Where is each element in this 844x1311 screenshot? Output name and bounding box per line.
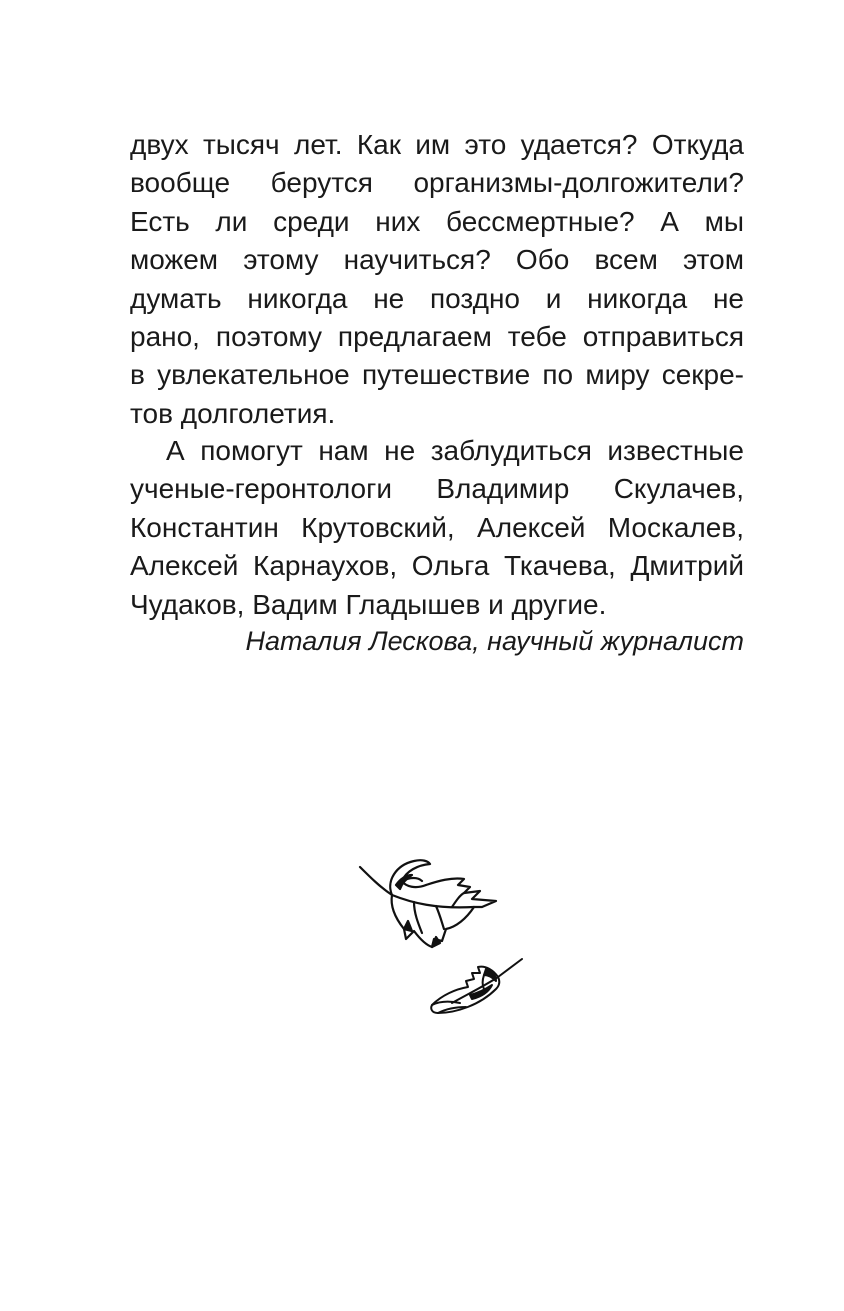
text-line: ученые-геронтологи Владимир Скулачев, xyxy=(130,473,744,505)
text-line: Чудаков, Вадим Гладышев и другие. xyxy=(130,588,607,620)
text-line: Константин Крутовский, Алексей Москалев, xyxy=(130,511,744,543)
text-line: Алексей Карнаухов, Ольга Ткачева, Дмитрий xyxy=(130,550,744,582)
text-line: А помогут нам не заблудиться известные xyxy=(166,435,744,466)
text-line: двух тысяч лет. Как им это удается? Откуда xyxy=(130,129,744,160)
text-line: вообще берутся организмы-долгожители? xyxy=(130,167,744,199)
text-line: можем этому научиться? Обо всем этом xyxy=(130,244,744,276)
text-line: рано, поэтому предлагаем тебе отправиться xyxy=(130,320,744,352)
maple-leaf-icon xyxy=(356,855,506,950)
text-line: в увлекательное путешествие по миру секре- xyxy=(130,359,744,391)
author-signature: Наталия Лескова, научный журналист xyxy=(245,626,744,656)
paragraph-2 xyxy=(130,432,744,624)
paragraph-1 xyxy=(130,126,744,433)
text-line: тов долголетия. xyxy=(130,397,336,429)
curled-leaf-icon xyxy=(426,955,524,1017)
text-line: думать никогда не поздно и никогда не xyxy=(130,282,744,314)
text-line: Есть ли среди них бессмертные? А мы xyxy=(130,205,744,237)
